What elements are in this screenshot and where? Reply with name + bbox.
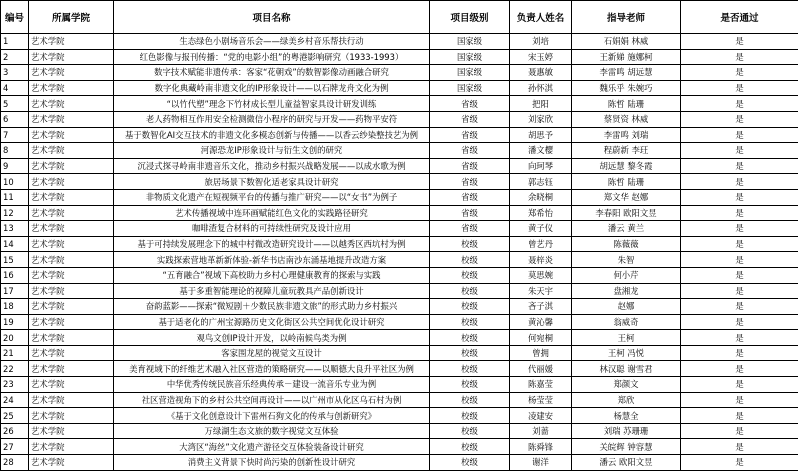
cell-advisor: 陈薇薇	[572, 236, 681, 252]
cell-leader: 向珂琴	[510, 158, 572, 174]
table-row	[1, 221, 798, 237]
cell-number: 1	[1, 34, 29, 50]
cell-project-name: 万绿湖生态文旅的数字视觉文互体验	[114, 423, 430, 439]
cell-number: 23	[1, 377, 29, 393]
cell-advisor: 刘瑞 苏珊珊	[572, 423, 681, 439]
cell-advisor: 李雷鸣 胡远慧	[572, 65, 681, 81]
cell-project-name: 艺术传播视域中连环画赋能红色文化的实践路径研究	[114, 205, 430, 221]
cell-project-level: 国家级	[430, 49, 510, 65]
cell-leader: 曾拥	[510, 345, 572, 361]
table-row	[1, 111, 798, 127]
cell-advisor: 王柯	[572, 330, 681, 346]
cell-number: 18	[1, 299, 29, 315]
cell-passed: 是	[681, 299, 798, 315]
cell-passed: 是	[681, 221, 798, 237]
cell-college: 艺术学院	[29, 111, 114, 127]
cell-college: 艺术学院	[29, 143, 114, 159]
cell-project-name: 数字技术赋能非遗传承：客家“花朝戏”的数智影像动画融合研究	[114, 65, 430, 81]
cell-project-name: 《基于文化创意设计下雷州石狗文化的传承与创新研究》	[114, 408, 430, 424]
cell-project-level: 校级	[430, 330, 510, 346]
cell-college: 艺术学院	[29, 361, 114, 377]
header-number: 编号	[1, 1, 29, 34]
cell-advisor: 李雷鸣 刘瑞	[572, 127, 681, 143]
cell-college: 艺术学院	[29, 34, 114, 50]
cell-college: 艺术学院	[29, 65, 114, 81]
cell-project-level: 校级	[430, 377, 510, 393]
table-row	[1, 174, 798, 190]
cell-number: 24	[1, 392, 29, 408]
cell-number: 12	[1, 205, 29, 221]
cell-project-name: 客家围龙屋的视觉文互设计	[114, 345, 430, 361]
table-row	[1, 330, 798, 346]
table-row	[1, 252, 798, 268]
cell-advisor: 陈哲 陆珊	[572, 96, 681, 112]
cell-leader: 曾艺丹	[510, 236, 572, 252]
cell-project-level: 省级	[430, 158, 510, 174]
table-row	[1, 439, 798, 455]
table-row	[1, 143, 798, 159]
cell-leader: 孙怀淇	[510, 80, 572, 96]
cell-passed: 是	[681, 205, 798, 221]
cell-advisor: 王柯 冯悦	[572, 345, 681, 361]
table-row	[1, 127, 798, 143]
table-row	[1, 236, 798, 252]
cell-college: 艺术学院	[29, 80, 114, 96]
cell-number: 10	[1, 174, 29, 190]
table-row	[1, 361, 798, 377]
cell-advisor: 郑欣	[572, 392, 681, 408]
cell-project-level: 国家级	[430, 65, 510, 81]
cell-passed: 是	[681, 439, 798, 455]
cell-advisor: 李春阳 欧阳文昱	[572, 205, 681, 221]
cell-leader: 莫思婉	[510, 267, 572, 283]
cell-number: 6	[1, 111, 29, 127]
cell-project-name: 基于适老化的广州宝源路历史文化街区公共空间优化设计研究	[114, 314, 430, 330]
header-leader-name: 负责人姓名	[510, 1, 572, 34]
cell-passed: 是	[681, 96, 798, 112]
cell-leader: 刘家欣	[510, 111, 572, 127]
cell-project-name: 基于可持续发展理念下的城中村微改造研究设计——以越秀区西坑村为例	[114, 236, 430, 252]
cell-college: 艺术学院	[29, 283, 114, 299]
cell-project-name: 社区营造视角下的乡村公共空间再设计——以广州市从化区乌石村为例	[114, 392, 430, 408]
table-row	[1, 392, 798, 408]
cell-number: 20	[1, 330, 29, 346]
cell-leader: 朱天宇	[510, 283, 572, 299]
cell-leader: 郑希怡	[510, 205, 572, 221]
cell-project-name: “以竹代塑”理念下竹材成长型儿童益智家具设计研发训练	[114, 96, 430, 112]
cell-advisor: 胡远慧 黎冬霞	[572, 158, 681, 174]
cell-project-level: 校级	[430, 345, 510, 361]
cell-leader: 潘文樱	[510, 143, 572, 159]
cell-advisor: 王新娣 施娜柯	[572, 49, 681, 65]
cell-project-level: 校级	[430, 283, 510, 299]
cell-leader: 代丽媛	[510, 361, 572, 377]
cell-number: 19	[1, 314, 29, 330]
cell-passed: 是	[681, 49, 798, 65]
cell-advisor: 郑颜文	[572, 377, 681, 393]
cell-project-level: 省级	[430, 189, 510, 205]
cell-number: 11	[1, 189, 29, 205]
table-row	[1, 34, 798, 50]
header-advisor: 指导老师	[572, 1, 681, 34]
cell-leader: 凌建安	[510, 408, 572, 424]
cell-college: 艺术学院	[29, 423, 114, 439]
cell-passed: 是	[681, 330, 798, 346]
cell-advisor: 翁威奇	[572, 314, 681, 330]
cell-project-level: 国家级	[430, 80, 510, 96]
table-row	[1, 65, 798, 81]
cell-college: 艺术学院	[29, 299, 114, 315]
cell-project-level: 校级	[430, 439, 510, 455]
cell-number: 17	[1, 283, 29, 299]
cell-passed: 是	[681, 111, 798, 127]
cell-project-level: 省级	[430, 221, 510, 237]
cell-project-name: 实践探索营地革新新体验-新华书店南沙东涌基地提升改造方案	[114, 252, 430, 268]
cell-leader: 胡思予	[510, 127, 572, 143]
cell-passed: 是	[681, 158, 798, 174]
cell-project-level: 校级	[430, 392, 510, 408]
header-project-name: 项目名称	[114, 1, 430, 34]
cell-project-level: 校级	[430, 252, 510, 268]
cell-leader: 刘蔷	[510, 423, 572, 439]
cell-project-name: 中华优秀传统民族音乐经典传承－建设一流音乐专业为例	[114, 377, 430, 393]
cell-project-level: 国家级	[430, 34, 510, 50]
cell-project-name: 生态绿色小剧场音乐会——绿美乡村音乐帮扶行动	[114, 34, 430, 50]
table-row	[1, 423, 798, 439]
cell-leader: 黄子仪	[510, 221, 572, 237]
cell-project-name: 美育视域下的纤维艺术融入社区营造的策略研究——以顺德大良升平社区为例	[114, 361, 430, 377]
cell-passed: 是	[681, 392, 798, 408]
cell-college: 艺术学院	[29, 345, 114, 361]
cell-number: 7	[1, 127, 29, 143]
cell-number: 2	[1, 49, 29, 65]
cell-passed: 是	[681, 267, 798, 283]
cell-number: 27	[1, 439, 29, 455]
cell-project-name: 咖啡渣复合材料的可持续性研究及设计应用	[114, 221, 430, 237]
cell-project-name: 基于多重智能理论的视障儿童玩教具产品创新设计	[114, 283, 430, 299]
cell-project-level: 校级	[430, 408, 510, 424]
cell-advisor: 赵娜	[572, 299, 681, 315]
cell-passed: 是	[681, 283, 798, 299]
cell-project-name: 奋韵蓝影——探索“微短剧＋少数民族非遗文旅”的形式助力乡村振兴	[114, 299, 430, 315]
cell-project-name: 非物质文化遗产在短视频平台的传播与推广研究——以“女书”为例子	[114, 189, 430, 205]
header-project-level: 项目级别	[430, 1, 510, 34]
cell-project-level: 校级	[430, 455, 510, 471]
cell-project-level: 校级	[430, 267, 510, 283]
header-passed: 是否通过	[681, 1, 798, 34]
cell-leader: 余晓桐	[510, 189, 572, 205]
cell-passed: 是	[681, 361, 798, 377]
cell-college: 艺术学院	[29, 455, 114, 471]
cell-advisor: 程蔚新 李玨	[572, 143, 681, 159]
cell-leader: 宋玉婷	[510, 49, 572, 65]
cell-college: 艺术学院	[29, 314, 114, 330]
cell-project-level: 省级	[430, 205, 510, 221]
cell-passed: 是	[681, 127, 798, 143]
cell-leader: 把阳	[510, 96, 572, 112]
cell-advisor: 石娟娟 林威	[572, 34, 681, 50]
cell-project-name: 老人药物相互作用安全检测微信小程序的研究与开发——药物平安符	[114, 111, 430, 127]
cell-advisor: 陈哲 陆珊	[572, 174, 681, 190]
cell-passed: 是	[681, 65, 798, 81]
cell-advisor: 郑文华 赵娜	[572, 189, 681, 205]
cell-advisor: 林汉聪 谢雪君	[572, 361, 681, 377]
cell-advisor: 潘云 欧阳文昱	[572, 455, 681, 471]
cell-leader: 郭志钰	[510, 174, 572, 190]
cell-passed: 是	[681, 455, 798, 471]
cell-number: 22	[1, 361, 29, 377]
table-row	[1, 345, 798, 361]
cell-passed: 是	[681, 236, 798, 252]
cell-college: 艺术学院	[29, 158, 114, 174]
cell-number: 9	[1, 158, 29, 174]
cell-project-level: 省级	[430, 143, 510, 159]
cell-advisor: 何小芹	[572, 267, 681, 283]
cell-advisor: 杨慧全	[572, 408, 681, 424]
cell-college: 艺术学院	[29, 439, 114, 455]
cell-passed: 是	[681, 34, 798, 50]
cell-number: 14	[1, 236, 29, 252]
table-row	[1, 299, 798, 315]
cell-leader: 聂梓炎	[510, 252, 572, 268]
cell-leader: 杨莹莹	[510, 392, 572, 408]
cell-passed: 是	[681, 174, 798, 190]
table-row	[1, 408, 798, 424]
cell-leader: 谢洋	[510, 455, 572, 471]
cell-leader: 聂惠敏	[510, 65, 572, 81]
cell-college: 艺术学院	[29, 189, 114, 205]
table-row	[1, 377, 798, 393]
cell-leader: 陈舜锋	[510, 439, 572, 455]
cell-college: 艺术学院	[29, 330, 114, 346]
cell-number: 15	[1, 252, 29, 268]
cell-college: 艺术学院	[29, 267, 114, 283]
cell-number: 28	[1, 455, 29, 471]
cell-college: 艺术学院	[29, 392, 114, 408]
cell-college: 艺术学院	[29, 252, 114, 268]
table-row	[1, 49, 798, 65]
cell-passed: 是	[681, 408, 798, 424]
table-row	[1, 267, 798, 283]
cell-passed: 是	[681, 252, 798, 268]
cell-advisor: 潘云 黄兰	[572, 221, 681, 237]
cell-passed: 是	[681, 345, 798, 361]
cell-project-name: 观鸟文创IP设计开发，以岭南候鸟类为例	[114, 330, 430, 346]
header-college: 所属学院	[29, 1, 114, 34]
cell-project-level: 校级	[430, 299, 510, 315]
cell-number: 3	[1, 65, 29, 81]
cell-project-name: 河源恐龙IP形象设计与衍生文创的研究	[114, 143, 430, 159]
cell-passed: 是	[681, 189, 798, 205]
cell-project-level: 省级	[430, 111, 510, 127]
cell-number: 13	[1, 221, 29, 237]
table-row	[1, 80, 798, 96]
cell-advisor: 盘湘龙	[572, 283, 681, 299]
cell-advisor: 关皖辉 钟容慧	[572, 439, 681, 455]
cell-advisor: 魏乐乎 朱婉巧	[572, 80, 681, 96]
table-row	[1, 455, 798, 471]
table-row	[1, 158, 798, 174]
cell-college: 艺术学院	[29, 408, 114, 424]
cell-project-name: 红色影像与报刊传播：“党的电影小组”的粤港影响研究（1933-1993）	[114, 49, 430, 65]
cell-number: 21	[1, 345, 29, 361]
cell-project-name: 旅居场景下数智化适老家具设计研究	[114, 174, 430, 190]
cell-leader: 刘培	[510, 34, 572, 50]
cell-college: 艺术学院	[29, 127, 114, 143]
cell-passed: 是	[681, 80, 798, 96]
cell-college: 艺术学院	[29, 49, 114, 65]
cell-passed: 是	[681, 423, 798, 439]
cell-project-name: “五育融合”视域下高校助力乡村心理健康教育的探索与实践	[114, 267, 430, 283]
cell-project-level: 校级	[430, 314, 510, 330]
cell-advisor: 朱智	[572, 252, 681, 268]
cell-passed: 是	[681, 377, 798, 393]
cell-college: 艺术学院	[29, 236, 114, 252]
cell-college: 艺术学院	[29, 221, 114, 237]
cell-project-level: 省级	[430, 174, 510, 190]
cell-project-level: 省级	[430, 127, 510, 143]
cell-advisor: 蔡贤资 林威	[572, 111, 681, 127]
cell-number: 5	[1, 96, 29, 112]
cell-project-name: 沉浸式探寻岭南非遗音乐文化，推动乡村振兴战略发展——以成水歌为例	[114, 158, 430, 174]
cell-project-level: 省级	[430, 96, 510, 112]
cell-passed: 是	[681, 314, 798, 330]
table-row	[1, 314, 798, 330]
cell-leader: 陈嘉莹	[510, 377, 572, 393]
cell-project-level: 校级	[430, 236, 510, 252]
cell-number: 8	[1, 143, 29, 159]
cell-number: 25	[1, 408, 29, 424]
cell-college: 艺术学院	[29, 205, 114, 221]
cell-leader: 黄沁馨	[510, 314, 572, 330]
table-row	[1, 189, 798, 205]
cell-passed: 是	[681, 143, 798, 159]
cell-number: 26	[1, 423, 29, 439]
cell-project-name: 基于数智化AI交互技术的非遗文化多模态创新与传播——以香云纱染整技艺为例	[114, 127, 430, 143]
cell-leader: 吝子淇	[510, 299, 572, 315]
cell-project-name: 大湾区“海丝”文化遗产游径交互体验装备设计研究	[114, 439, 430, 455]
cell-project-level: 校级	[430, 423, 510, 439]
table-row	[1, 205, 798, 221]
cell-project-level: 校级	[430, 361, 510, 377]
cell-leader: 何宛桐	[510, 330, 572, 346]
cell-college: 艺术学院	[29, 174, 114, 190]
cell-project-name: 数字化典藏岭南非遗文化的IP形象设计——以石牌龙舟文化为例	[114, 80, 430, 96]
header-row	[1, 1, 798, 34]
cell-number: 4	[1, 80, 29, 96]
cell-college: 艺术学院	[29, 377, 114, 393]
table-row	[1, 96, 798, 112]
cell-college: 艺术学院	[29, 96, 114, 112]
table-row	[1, 283, 798, 299]
cell-project-name: 消费主义背景下快时尚污染的创新性设计研究	[114, 455, 430, 471]
cell-number: 16	[1, 267, 29, 283]
